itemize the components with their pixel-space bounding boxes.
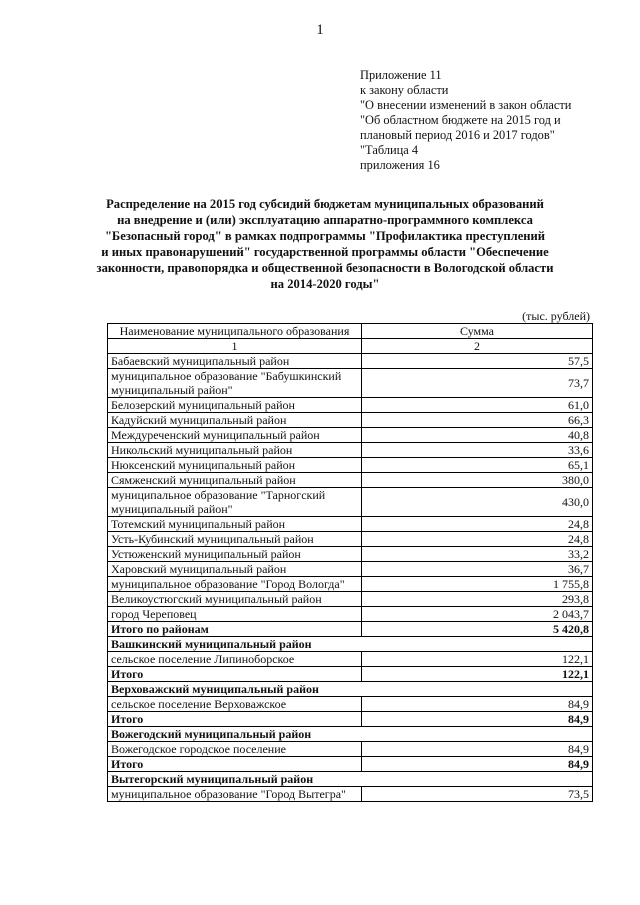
- municipality-name: Итого: [108, 667, 362, 682]
- municipality-name: Итого по районам: [108, 622, 362, 637]
- amount-value: 84,9: [362, 742, 593, 757]
- table-row: [108, 458, 593, 473]
- municipality-name: Харовский муниципальный район: [108, 562, 362, 577]
- title-line: Распределение на 2015 год субсидий бюджетам муниципальных образований: [106, 197, 544, 211]
- municipality-name: Междуреченский муниципальный район: [108, 428, 362, 443]
- amount-value: 73,7: [362, 369, 593, 398]
- table-row: [108, 592, 593, 607]
- municipality-name: сельское поселение Верховажское: [108, 697, 362, 712]
- amount-value: 122,1: [362, 667, 593, 682]
- table-row: [108, 443, 593, 458]
- title-line: на внедрение и (или) эксплуатацию аппаратно-программного комплекса: [117, 213, 533, 227]
- amount-value: 5 420,8: [362, 622, 593, 637]
- table-row: [108, 488, 593, 517]
- amount-value: 122,1: [362, 652, 593, 667]
- page-number: 1: [316, 22, 324, 38]
- table-row: [108, 742, 593, 757]
- amount-value: 24,8: [362, 517, 593, 532]
- table-row: [108, 369, 593, 398]
- municipality-name: муниципальное образование "Тарногский муниципальный район": [108, 488, 362, 517]
- section-row: [108, 772, 593, 787]
- appendix-block: [360, 68, 620, 173]
- appendix-line: приложения 16: [360, 158, 440, 172]
- title-line: законности, правопорядка и общественной безопасности в Вологодской области: [96, 261, 554, 275]
- table-row: [108, 652, 593, 667]
- municipality-name: Итого: [108, 757, 362, 772]
- appendix-line: к закону области: [360, 83, 449, 97]
- amount-value: 2 043,7: [362, 607, 593, 622]
- municipality-name: муниципальное образование "Город Вытегра": [108, 787, 362, 802]
- amount-value: 36,7: [362, 562, 593, 577]
- appendix-line: Приложение 11: [360, 68, 442, 82]
- title-line: и иных правонарушений" государственной программы области "Обеспечение: [101, 245, 549, 259]
- column-number-row: [108, 339, 593, 354]
- municipality-name: муниципальное образование "Бабушкинский муниципальный район": [108, 369, 362, 398]
- municipality-name: Устюженский муниципальный район: [108, 547, 362, 562]
- subsidy-table: [107, 323, 593, 802]
- header-sum: Сумма: [362, 324, 593, 339]
- total-row: [108, 712, 593, 727]
- document-title: [90, 196, 560, 292]
- amount-value: 61,0: [362, 398, 593, 413]
- section-title: Верховажский муниципальный район: [108, 682, 593, 697]
- amount-value: 84,9: [362, 757, 593, 772]
- title-line: на 2014-2020 годы": [270, 277, 380, 291]
- municipality-name: Сямженский муниципальный район: [108, 473, 362, 488]
- section-row: [108, 637, 593, 652]
- table-row: [108, 787, 593, 802]
- section-title: Вашкинский муниципальный район: [108, 637, 593, 652]
- municipality-name: Никольский муниципальный район: [108, 443, 362, 458]
- amount-value: 33,2: [362, 547, 593, 562]
- table-row: [108, 607, 593, 622]
- appendix-line: плановый период 2016 и 2017 годов": [360, 128, 555, 142]
- amount-value: 1 755,8: [362, 577, 593, 592]
- amount-value: 65,1: [362, 458, 593, 473]
- municipality-name: Кадуйский муниципальный район: [108, 413, 362, 428]
- table-row: [108, 428, 593, 443]
- amount-value: 66,3: [362, 413, 593, 428]
- municipality-name: Великоустюгский муниципальный район: [108, 592, 362, 607]
- municipality-name: Вожегодское городское поселение: [108, 742, 362, 757]
- column-number-1: 1: [108, 339, 362, 354]
- amount-value: 57,5: [362, 354, 593, 369]
- header-row: [108, 324, 593, 339]
- section-title: Вожегодский муниципальный район: [108, 727, 593, 742]
- municipality-name: муниципальное образование "Город Вологда": [108, 577, 362, 592]
- table-row: [108, 562, 593, 577]
- municipality-name: Усть-Кубинский муниципальный район: [108, 532, 362, 547]
- amount-value: 380,0: [362, 473, 593, 488]
- total-row: [108, 757, 593, 772]
- column-number-2: 2: [362, 339, 593, 354]
- table-row: [108, 577, 593, 592]
- total-row: [108, 622, 593, 637]
- section-title: Вытегорский муниципальный район: [108, 772, 593, 787]
- table-row: [108, 517, 593, 532]
- municipality-name: Белозерский муниципальный район: [108, 398, 362, 413]
- municipality-name: Итого: [108, 712, 362, 727]
- municipality-name: город Череповец: [108, 607, 362, 622]
- header-name: Наименование муниципального образования: [108, 324, 362, 339]
- table-row: [108, 532, 593, 547]
- appendix-line: "О внесении изменений в закон области: [360, 98, 572, 112]
- municipality-name: Бабаевский муниципальный район: [108, 354, 362, 369]
- table-row: [108, 473, 593, 488]
- units-label: (тыс. рублей): [522, 309, 590, 323]
- amount-value: 430,0: [362, 488, 593, 517]
- municipality-name: сельское поселение Липиноборское: [108, 652, 362, 667]
- table-row: [108, 398, 593, 413]
- amount-value: 40,8: [362, 428, 593, 443]
- section-row: [108, 727, 593, 742]
- table-row: [108, 413, 593, 428]
- amount-value: 293,8: [362, 592, 593, 607]
- total-row: [108, 667, 593, 682]
- amount-value: 24,8: [362, 532, 593, 547]
- section-row: [108, 682, 593, 697]
- table-row: [108, 354, 593, 369]
- title-line: "Безопасный город" в рамках подпрограммы "Профилактика преступлений: [104, 229, 546, 243]
- table-row: [108, 697, 593, 712]
- appendix-line: "Таблица 4: [360, 143, 419, 157]
- table-row: [108, 547, 593, 562]
- amount-value: 73,5: [362, 787, 593, 802]
- amount-value: 84,9: [362, 697, 593, 712]
- amount-value: 33,6: [362, 443, 593, 458]
- municipality-name: Нюксенский муниципальный район: [108, 458, 362, 473]
- municipality-name: Тотемский муниципальный район: [108, 517, 362, 532]
- amount-value: 84,9: [362, 712, 593, 727]
- appendix-line: "Об областном бюджете на 2015 год и: [360, 113, 561, 127]
